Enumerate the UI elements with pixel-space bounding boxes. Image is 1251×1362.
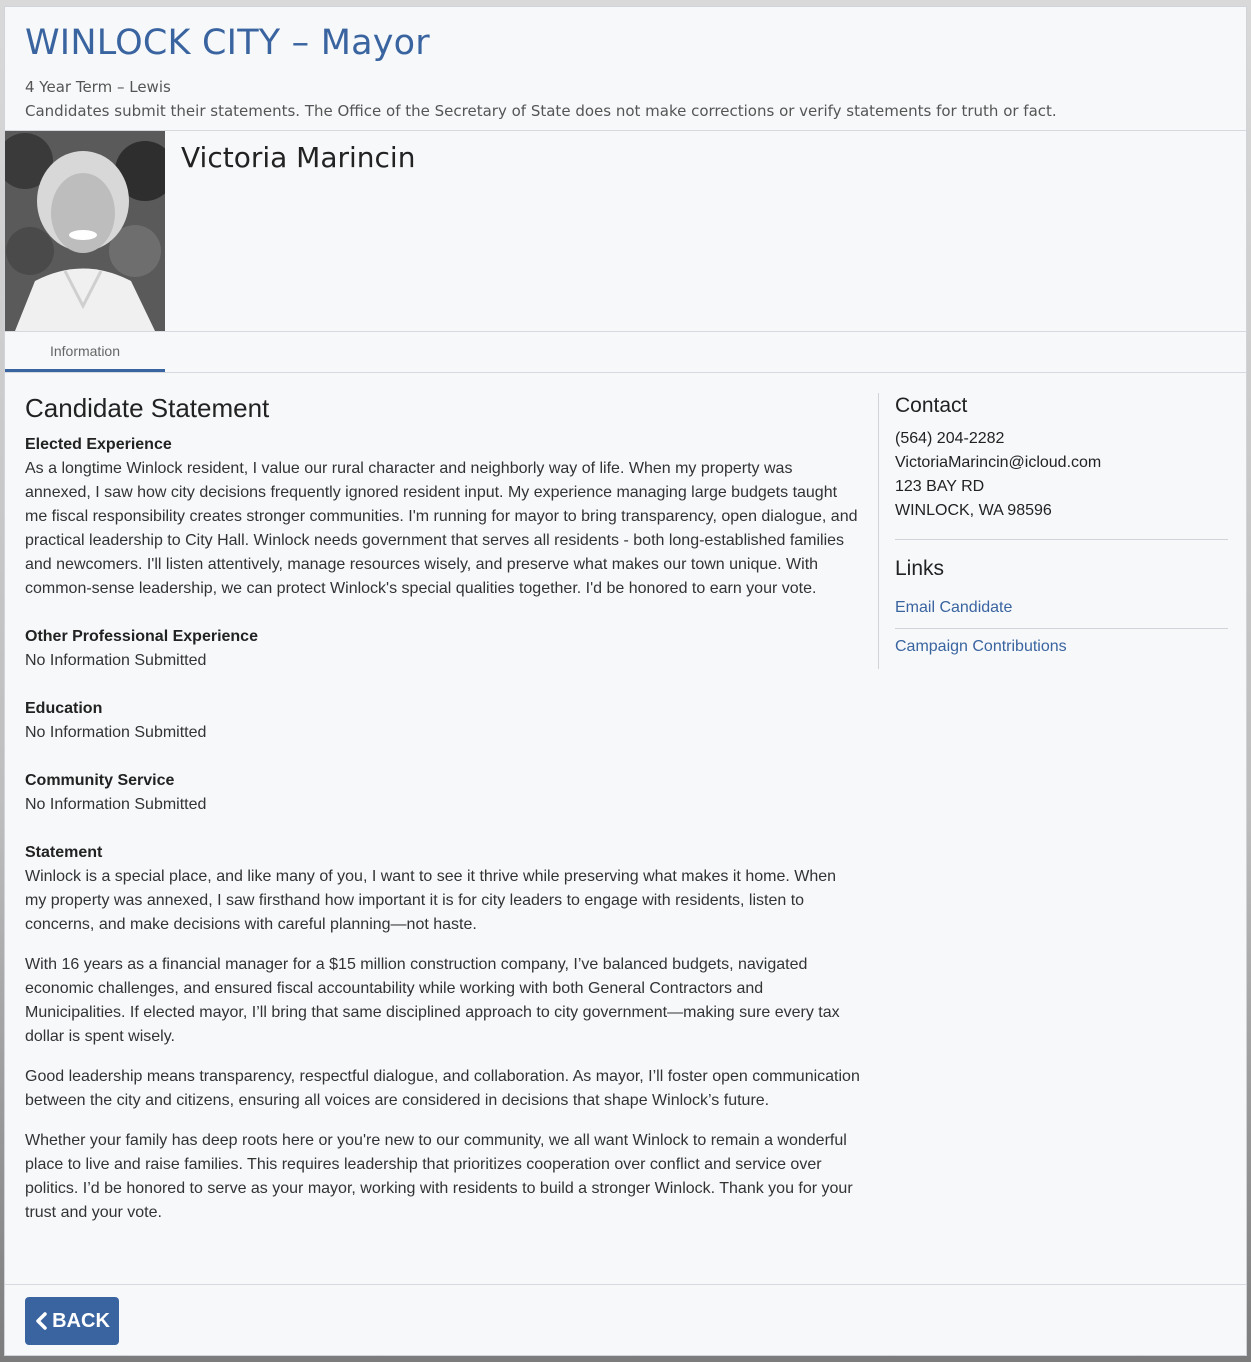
tab-bar [5,332,1246,373]
contact-phone: (564) 204-2282 [895,430,1005,447]
statement-paragraph-4: Whether your family has deep roots here or you're new to our community, we all want Winlock to remain a wonderful place to live and raise families. This requires leadership that prioritizes cooperation over conflict and service over politics. I’d be honored to serve as your mayor, working with residents to build a stronger Winlock. Thank you for your trust and your vote. [25,1132,853,1221]
education-text: No Information Submitted [25,724,207,741]
statement-section-title: Candidate Statement [25,393,270,423]
candidate-photo [5,131,165,331]
main-content [5,373,1246,1285]
other-experience-text: No Information Submitted [25,652,207,669]
education-heading: Education [25,700,103,717]
links-heading: Links [895,557,945,580]
contact-divider [895,539,1228,540]
candidate-name: Victoria Marincin [181,141,416,174]
statement-paragraph-3: Good leadership means transparency, respectful dialogue, and collaboration. As mayor, I’ll foster open communication between the city and citizens, ensuring all voices are considered in decisions that shape Winlock’s future. [25,1068,860,1109]
statement-heading: Statement [25,844,103,861]
term-info: 4 Year Term – Lewis [25,78,171,96]
contact-email: VictoriaMarincin@icloud.com [895,454,1102,471]
candidate-profile [5,131,1246,332]
contact-address-line2: WINLOCK, WA 98596 [895,502,1052,519]
campaign-contributions-link[interactable]: Campaign Contributions [895,638,1067,655]
statement-paragraph-1: Winlock is a special place, and like many of you, I want to see it thrive while preserving what makes it home. When my property was annexed, I saw firsthand how important it is for city leaders to engage with residents, listen to concerns, and make decisions with careful planning—not haste. [25,868,837,933]
page-footer [5,1285,1246,1357]
elected-experience-heading: Elected Experience [25,436,172,453]
community-service-text: No Information Submitted [25,796,207,813]
contact-address-line1: 123 BAY RD [895,478,985,495]
chevron-left-icon [34,1312,48,1330]
elected-experience-text: As a longtime Winlock resident, I value our rural character and neighborly way of life. When my property was annexed, I saw how city decisions frequently ignored resident input. My experience managing large budgets taught me fiscal responsibility creates stronger communities. I'm running for mayor to bring transparency, open dialogue, and practical leadership to City Hall. Winlock needs government that serves all residents - both long-established families and newcomers. I'll listen attentively, manage resources wisely, and preserve what makes our town unique. With common-sense leadership, we can protect Winlock's special qualities together. I'd be honored to earn your vote. [25,460,858,597]
statement-paragraph-2: With 16 years as a financial manager for a $15 million construction company, I’ve balanced budgets, navigated economic challenges, and ensured fiscal accountability while working with both General Contractors and Municipalities. If elected mayor, I’ll bring that same disciplined approach to city government—making sure every tax dollar is spent wisely. [25,956,840,1045]
tab-information[interactable]: Information [5,332,165,372]
disclaimer: Candidates submit their statements. The Office of the Secretary of State does not make corrections or verify statements for truth or fact. [25,102,1057,120]
back-button-label: BACK [52,1309,110,1332]
candidate-card [4,6,1247,1356]
other-experience-heading: Other Professional Experience [25,628,258,645]
page-header [5,7,1246,131]
email-candidate-link[interactable]: Email Candidate [895,599,1013,616]
page-title: WINLOCK CITY – Mayor [25,23,430,63]
back-button[interactable] [25,1297,119,1345]
contact-heading: Contact [895,394,968,417]
contact-column [878,393,1228,669]
community-service-heading: Community Service [25,772,175,789]
statement-column [25,391,861,1241]
